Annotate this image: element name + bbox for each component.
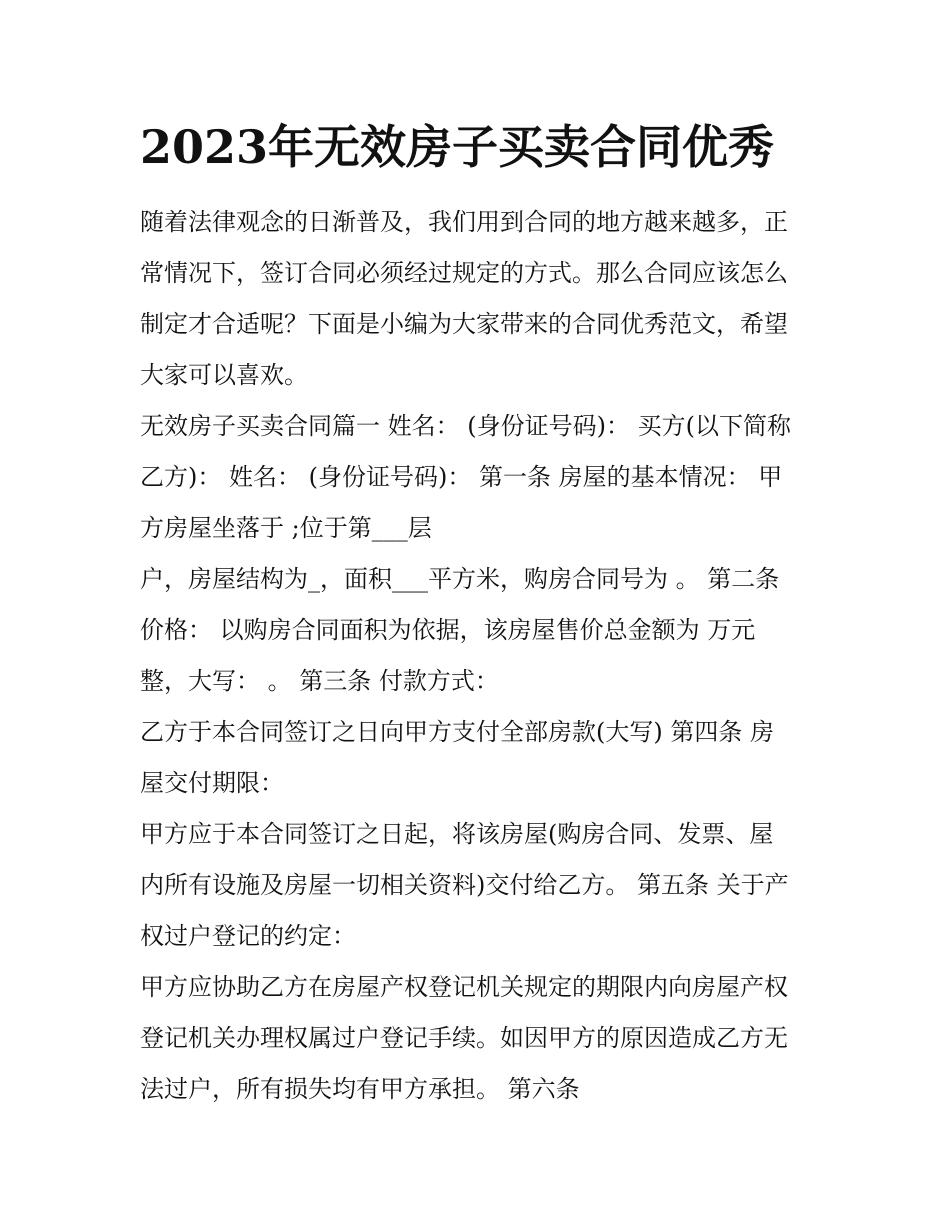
body-line: 法过户，所有损失均有甲方承担。 第六条 [140, 1075, 580, 1103]
body-line: 随着法律观念的日渐普及，我们用到合同的地方越来越多，正 [140, 208, 788, 236]
body-line: 方房屋坐落于 ;位于第___层 [140, 514, 432, 542]
body-line: 整，大写： 。 第三条 付款方式： [140, 667, 499, 695]
body-line: 登记机关办理权属过户登记手续。如因甲方的原因造成乙方无 [140, 1024, 788, 1052]
body-line: 户，房屋结构为_，面积___平方米，购房合同号为 。 第二条 [140, 565, 780, 593]
document-title: 2023年无效房子买卖合同优秀 [140, 120, 775, 174]
body-line: 价格： 以购房合同面积为依据，该房屋售价总金额为 万元 [140, 616, 756, 644]
body-line: 屋交付期限： [140, 769, 284, 797]
body-line: 甲方应于本合同签订之日起，将该房屋(购房合同、发票、屋 [140, 820, 774, 848]
body-line: 甲方应协助乙方在房屋产权登记机关规定的期限内向房屋产权 [140, 973, 788, 1001]
body-line: 无效房子买卖合同篇一 姓名： (身份证号码)： 买方(以下简称 [140, 412, 791, 440]
body-line: 大家可以喜欢。 [140, 361, 308, 389]
body-line: 制定才合适呢？下面是小编为大家带来的合同优秀范文，希望 [140, 310, 788, 338]
body-line: 常情况下，签订合同必须经过规定的方式。那么合同应该怎么 [140, 259, 788, 287]
body-line: 乙方)： 姓名： (身份证号码)： 第一条 房屋的基本情况： 甲 [140, 463, 783, 491]
body-line: 权过户登记的约定： [140, 922, 356, 950]
body-line: 内所有设施及房屋一切相关资料)交付给乙方。 第五条 关于产 [140, 871, 789, 899]
body-line: 乙方于本合同签订之日向甲方支付全部房款(大写) 第四条 房 [140, 718, 774, 746]
